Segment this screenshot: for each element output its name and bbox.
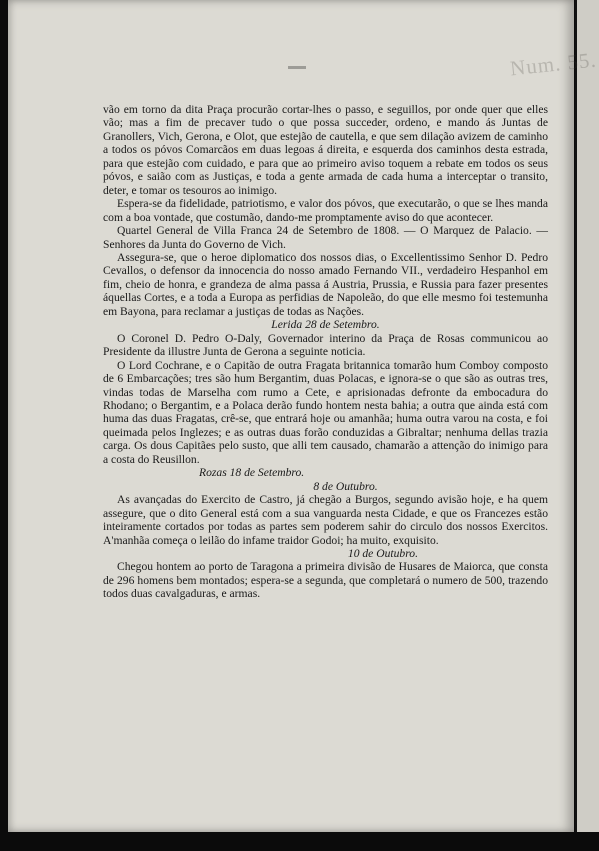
ornament-mark xyxy=(288,66,306,69)
dateline-rozas: Rozas 18 de Setembro. xyxy=(199,466,305,480)
dateline-8-outubro: 8 de Outubro. xyxy=(313,479,378,493)
bleed-through-number: Num. 55. xyxy=(509,47,598,81)
dateline-lerida: Lerida 28 de Setembro. xyxy=(271,318,380,332)
paragraph: O Coronel D. Pedro O-Daly, Governador interino da Praça de Rosas communicou ao Presidente da illustre Junta de Gerona a seguinte noticia. xyxy=(103,331,548,359)
paragraph: Quartel General de Villa Franca 24 de Setembro de 1808. — O Marquez de Palacio. — Senhores da Junta do Governo de Vich. xyxy=(103,224,548,251)
dateline-10-outubro: 10 de Outubro. xyxy=(347,546,418,560)
paragraph: vão em torno da dita Praça procurão cortar-lhes o passo, e seguillos, por onde quer que elles vão; mas a fim de precaver tudo o que possa succeder, ordeno, e mando ás Juntas de Granollers, Vich, Gerona, e Olot, que estejão de cautella, e que sem dilação avizem de caminho a todos os póvos Comarcãos em duas legoas á direita, e esquerda dos caminhos desta estrada, para que estejão com cuidado, e para que ao primeiro aviso toquem a rebate em todos os seus póvos, e saião com as Justiças, e toda a gente armada de cada huma a interceptar o transito, deter, e tomar os tesouros ao inimigo. xyxy=(103,103,548,197)
paragraph: As avançadas do Exercito de Castro, já chegão a Burgos, segundo avisão hoje, e ha quem assegure, que o dito General está com a sua vanguarda nesta Cidade, e que os Francezes estão inteiramente cortados por todas as partes sem poderem sahir do circulo dos nossos Exercitos. A'manhãa começa o leilão do infame traidor Godoi; ha muito, exquisito. xyxy=(103,493,548,547)
scan-border xyxy=(0,832,599,851)
paragraph: O Lord Cochrane, e o Capitão de outra Fragata britannica tomarão hum Comboy composto de 6 Embarcações; tres são hum Bergantim, duas Polacas, e ignora-se o que são as outras tres, vindas todas de Marselha com rumo a Cete, e aprisionadas defronte da embocadura do Rhodano; o Bergantim, e a Polaca derão fundo hontem nesta bahia; a outra que ainda está com huma das duas Fragatas, crê-se, que entrará hoje ou amanhãa; huma outra varou na costa, e foi queimada pelos Inglezes; e as outras duas forão conduzidas a Gibraltar; nenhuma dellas trazia carga. Os dous Capitães pelo susto, que alli tem causado, chamarão a attenção do inimigo para a costa do Reusillon. xyxy=(103,358,548,466)
facing-page-edge xyxy=(575,0,599,832)
paragraph: Espera-se da fidelidade, patriotismo, e valor dos póvos, que executarão, o que se lhes manda com a boa vontade, que costumão, dando-me promptamente aviso do que acontecer. xyxy=(103,197,548,224)
paragraph: Assegura-se, que o heroe diplomatico dos nossos dias, o Excellentissimo Senhor D. Pedro Cevallos, o defensor da innocencia do nosso amado Fernando VII., verdadeiro Hespanhol em fim, cheio de honra, e grandeza de alma passa á Austria, Prussia, e Russia para fazer presentes áquellas Cortes, e a toda a Europa as perfidias de Napoleão, do que elle mesmo foi testemunha em Bayona, para reclamar a justiças de todas as Nações. xyxy=(103,250,548,318)
paragraph: Chegou hontem ao porto de Taragona a primeira divisão de Husares de Maiorca, que consta de 296 homens bem montados; espera-se a segunda, que completará o numero de 500, trazendo todos duas cavalgaduras, e armas. xyxy=(103,560,548,601)
article-body xyxy=(103,103,548,601)
